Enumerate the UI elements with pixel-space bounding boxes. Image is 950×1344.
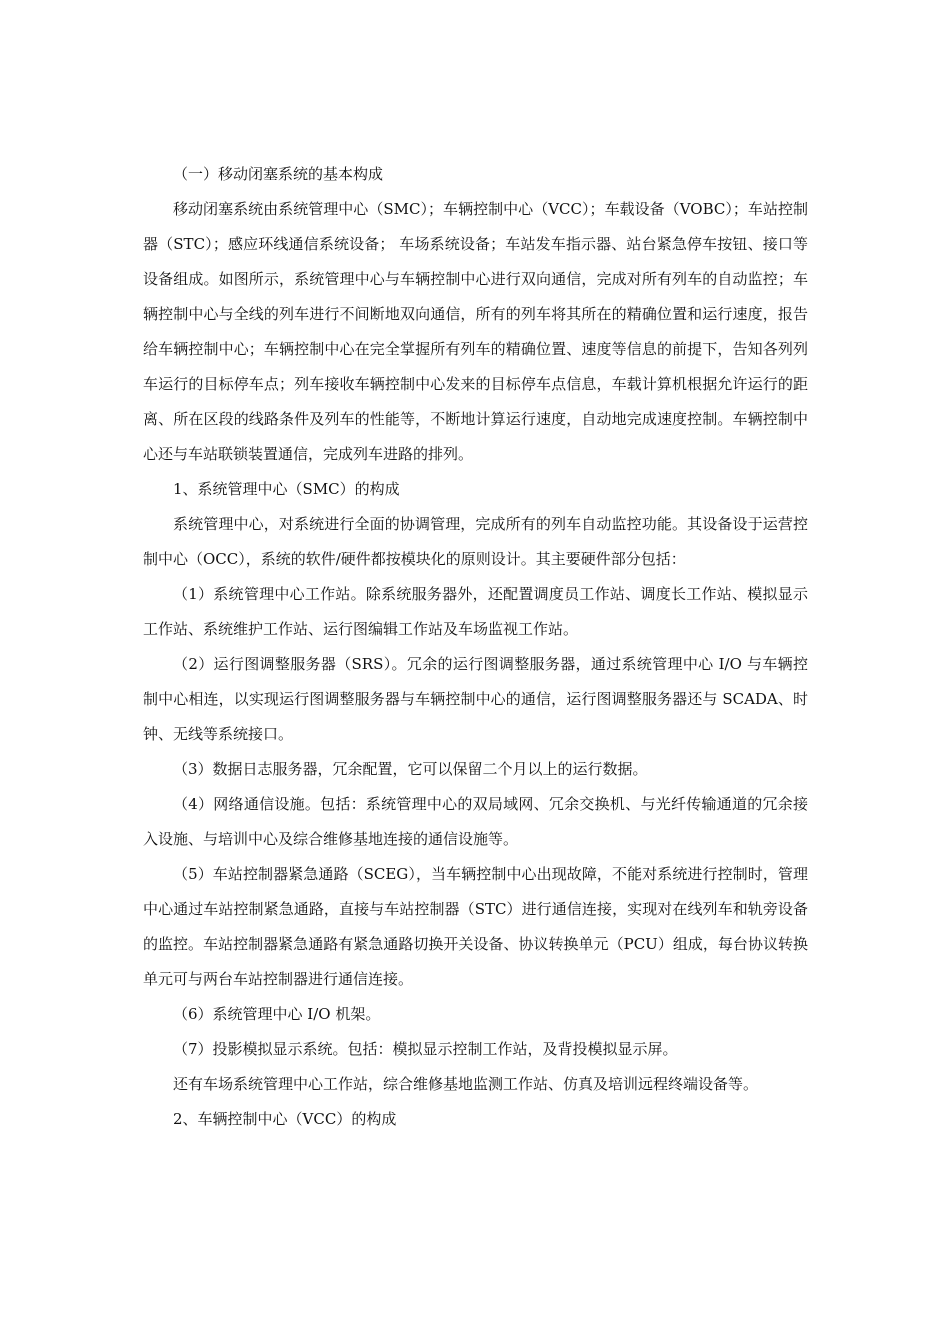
list-item-1: （1）系统管理中心工作站。除系统服务器外，还配置调度员工作站、调度长工作站、模拟显示工作站、系统维护工作站、运行图编辑工作站及车场监视工作站。 bbox=[143, 585, 808, 638]
list-item-6: （6）系统管理中心 I/O 机架。 bbox=[173, 1005, 381, 1023]
vcc-heading: 2、车辆控制中心（VCC）的构成 bbox=[173, 1110, 397, 1128]
list-item-7: （7）投影模拟显示系统。包括：模拟显示控制工作站，及背投模拟显示屏。 bbox=[173, 1040, 678, 1058]
list-item-4: （4）网络通信设施。包括：系统管理中心的双局域网、冗余交换机、与光纤传输通道的冗余接入设施、与培训中心及综合维修基地连接的通信设施等。 bbox=[143, 795, 808, 848]
intro-paragraph: 移动闭塞系统由系统管理中心（SMC）；车辆控制中心（VCC）；车载设备（VOBC）；车站控制器（STC）；感应环线通信系统设备； 车场系统设备；车站发车指示器、站台紧急停车按钮、接口等设备组成。如图所示，系统管理中心与车辆控制中心进行双向通信，完成对所有列车的自动监控；车辆控制中心与全线的列车进行不间断地双向通信，所有的列车将其所在的精确位置和运行速度，报告给车辆控制中心；车辆控制中心在完全掌握所有列车的精确位置、速度等信息的前提下，告知各列列车运行的目标停车点；列车接收车辆控制中心发来的目标停车点信息，车载计算机根据允许运行的距离、所在区段的线路条件及列车的性能等，不断地计算运行速度，自动地完成速度控制。车辆控制中心还与车站联锁装置通信，完成列车进路的排列。 bbox=[143, 200, 808, 463]
closing-paragraph: 还有车场系统管理中心工作站，综合维修基地监测工作站、仿真及培训远程终端设备等。 bbox=[173, 1075, 759, 1093]
section-heading: （一）移动闭塞系统的基本构成 bbox=[173, 165, 384, 183]
document-body bbox=[143, 157, 808, 1137]
smc-paragraph: 系统管理中心，对系统进行全面的协调管理，完成所有的列车自动监控功能。其设备设于运营控制中心（OCC），系统的软件/硬件都按模块化的原则设计。其主要硬件部分包括： bbox=[143, 515, 808, 568]
list-item-2: （2）运行图调整服务器（SRS）。冗余的运行图调整服务器，通过系统管理中心 I/O 与车辆控制中心相连，以实现运行图调整服务器与车辆控制中心的通信，运行图调整服务器还与 SCADA、时钟、无线等系统接口。 bbox=[143, 655, 808, 743]
list-item-5: （5）车站控制器紧急通路（SCEG），当车辆控制中心出现故障，不能对系统进行控制时，管理中心通过车站控制紧急通路，直接与车站控制器（STC）进行通信连接，实现对在线列车和轨旁设备的监控。车站控制器紧急通路有紧急通路切换开关设备、协议转换单元（PCU）组成，每台协议转换单元可与两台车站控制器进行通信连接。 bbox=[143, 865, 808, 988]
list-item-3: （3）数据日志服务器，冗余配置，它可以保留二个月以上的运行数据。 bbox=[173, 760, 648, 778]
smc-heading: 1、系统管理中心（SMC）的构成 bbox=[173, 480, 400, 498]
